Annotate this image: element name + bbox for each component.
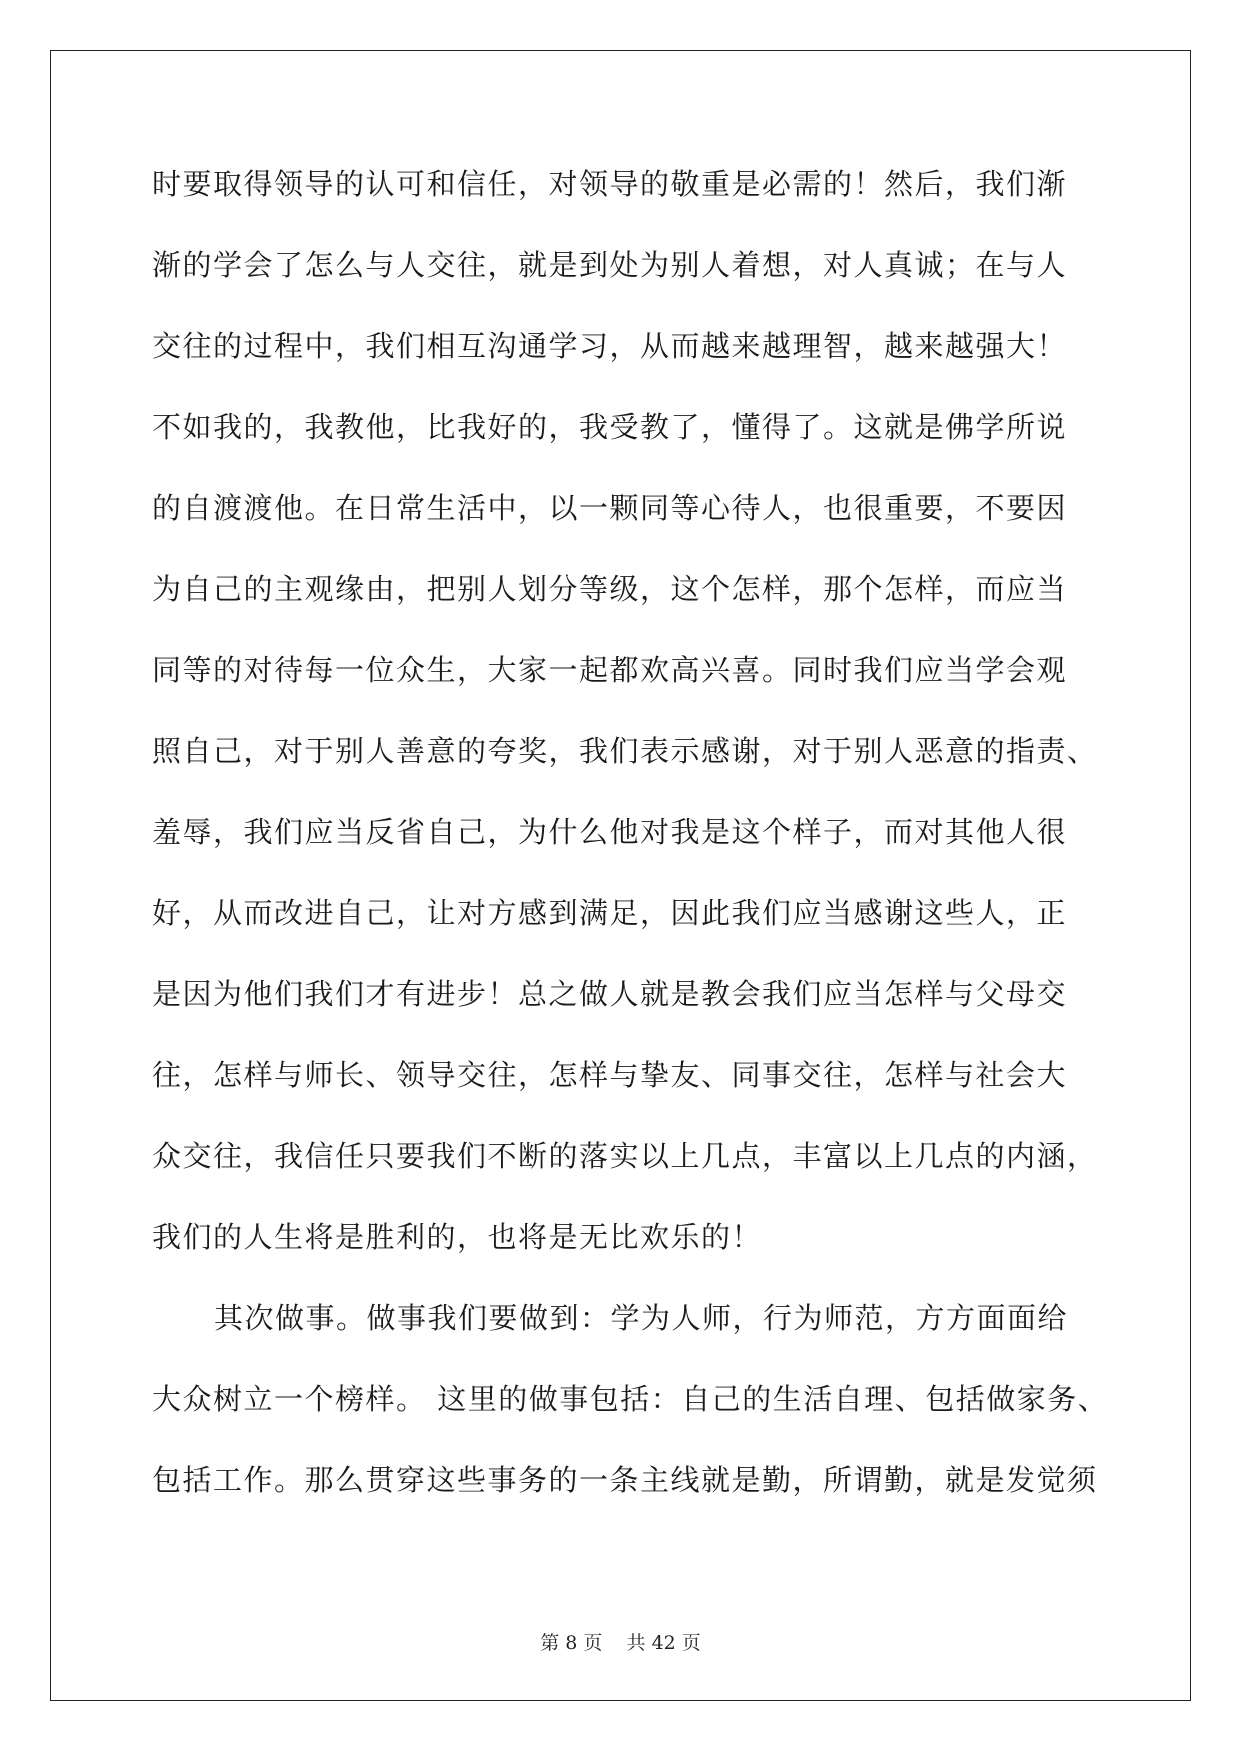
text-line: 羞辱，我们应当反省自己，为什么他对我是这个样子，而对其他人很	[152, 815, 1068, 849]
text-line: 我们的人生将是胜利的，也将是无比欢乐的！	[152, 1220, 763, 1254]
page-number-footer: 第 8 页 共 42 页	[540, 1632, 701, 1654]
text-line: 为自己的主观缘由，把别人划分等级，这个怎样，那个怎样，而应当	[152, 572, 1068, 606]
text-line: 包括工作。那么贯穿这些事务的一条主线就是勤，所谓勤，就是发觉须	[152, 1463, 1098, 1497]
text-line: 往，怎样与师长、领导交往，怎样与挚友、同事交往，怎样与社会大	[152, 1058, 1068, 1092]
text-line: 好，从而改进自己，让对方感到满足，因此我们应当感谢这些人，正	[152, 896, 1068, 930]
text-line: 渐的学会了怎么与人交往，就是到处为别人着想，对人真诚；在与人	[152, 248, 1068, 282]
text-line: 时要取得领导的认可和信任，对领导的敬重是必需的！然后，我们渐	[152, 167, 1068, 201]
text-line: 是因为他们我们才有进步！总之做人就是教会我们应当怎样与父母交	[152, 977, 1068, 1011]
text-line: 众交往，我信任只要我们不断的落实以上几点，丰富以上几点的内涵，	[152, 1139, 1098, 1173]
text-line: 同等的对待每一位众生，大家一起都欢高兴喜。同时我们应当学会观	[152, 653, 1068, 687]
text-line: 的自渡渡他。在日常生活中，以一颗同等心待人，也很重要，不要因	[152, 491, 1068, 525]
document-body	[152, 154, 1109, 1531]
text-line: 不如我的，我教他，比我好的，我受教了，懂得了。这就是佛学所说	[152, 410, 1068, 444]
text-line: 交往的过程中，我们相互沟通学习，从而越来越理智，越来越强大！	[152, 329, 1068, 363]
text-line: 大众树立一个榜样。 这里的做事包括：自己的生活自理、包括做家务、	[152, 1382, 1109, 1416]
paragraph-start-line: 其次做事。做事我们要做到：学为人师，行为师范，方方面面给	[214, 1301, 1069, 1335]
text-line: 照自己，对于别人善意的夸奖，我们表示感谢，对于别人恶意的指责、	[152, 734, 1098, 768]
